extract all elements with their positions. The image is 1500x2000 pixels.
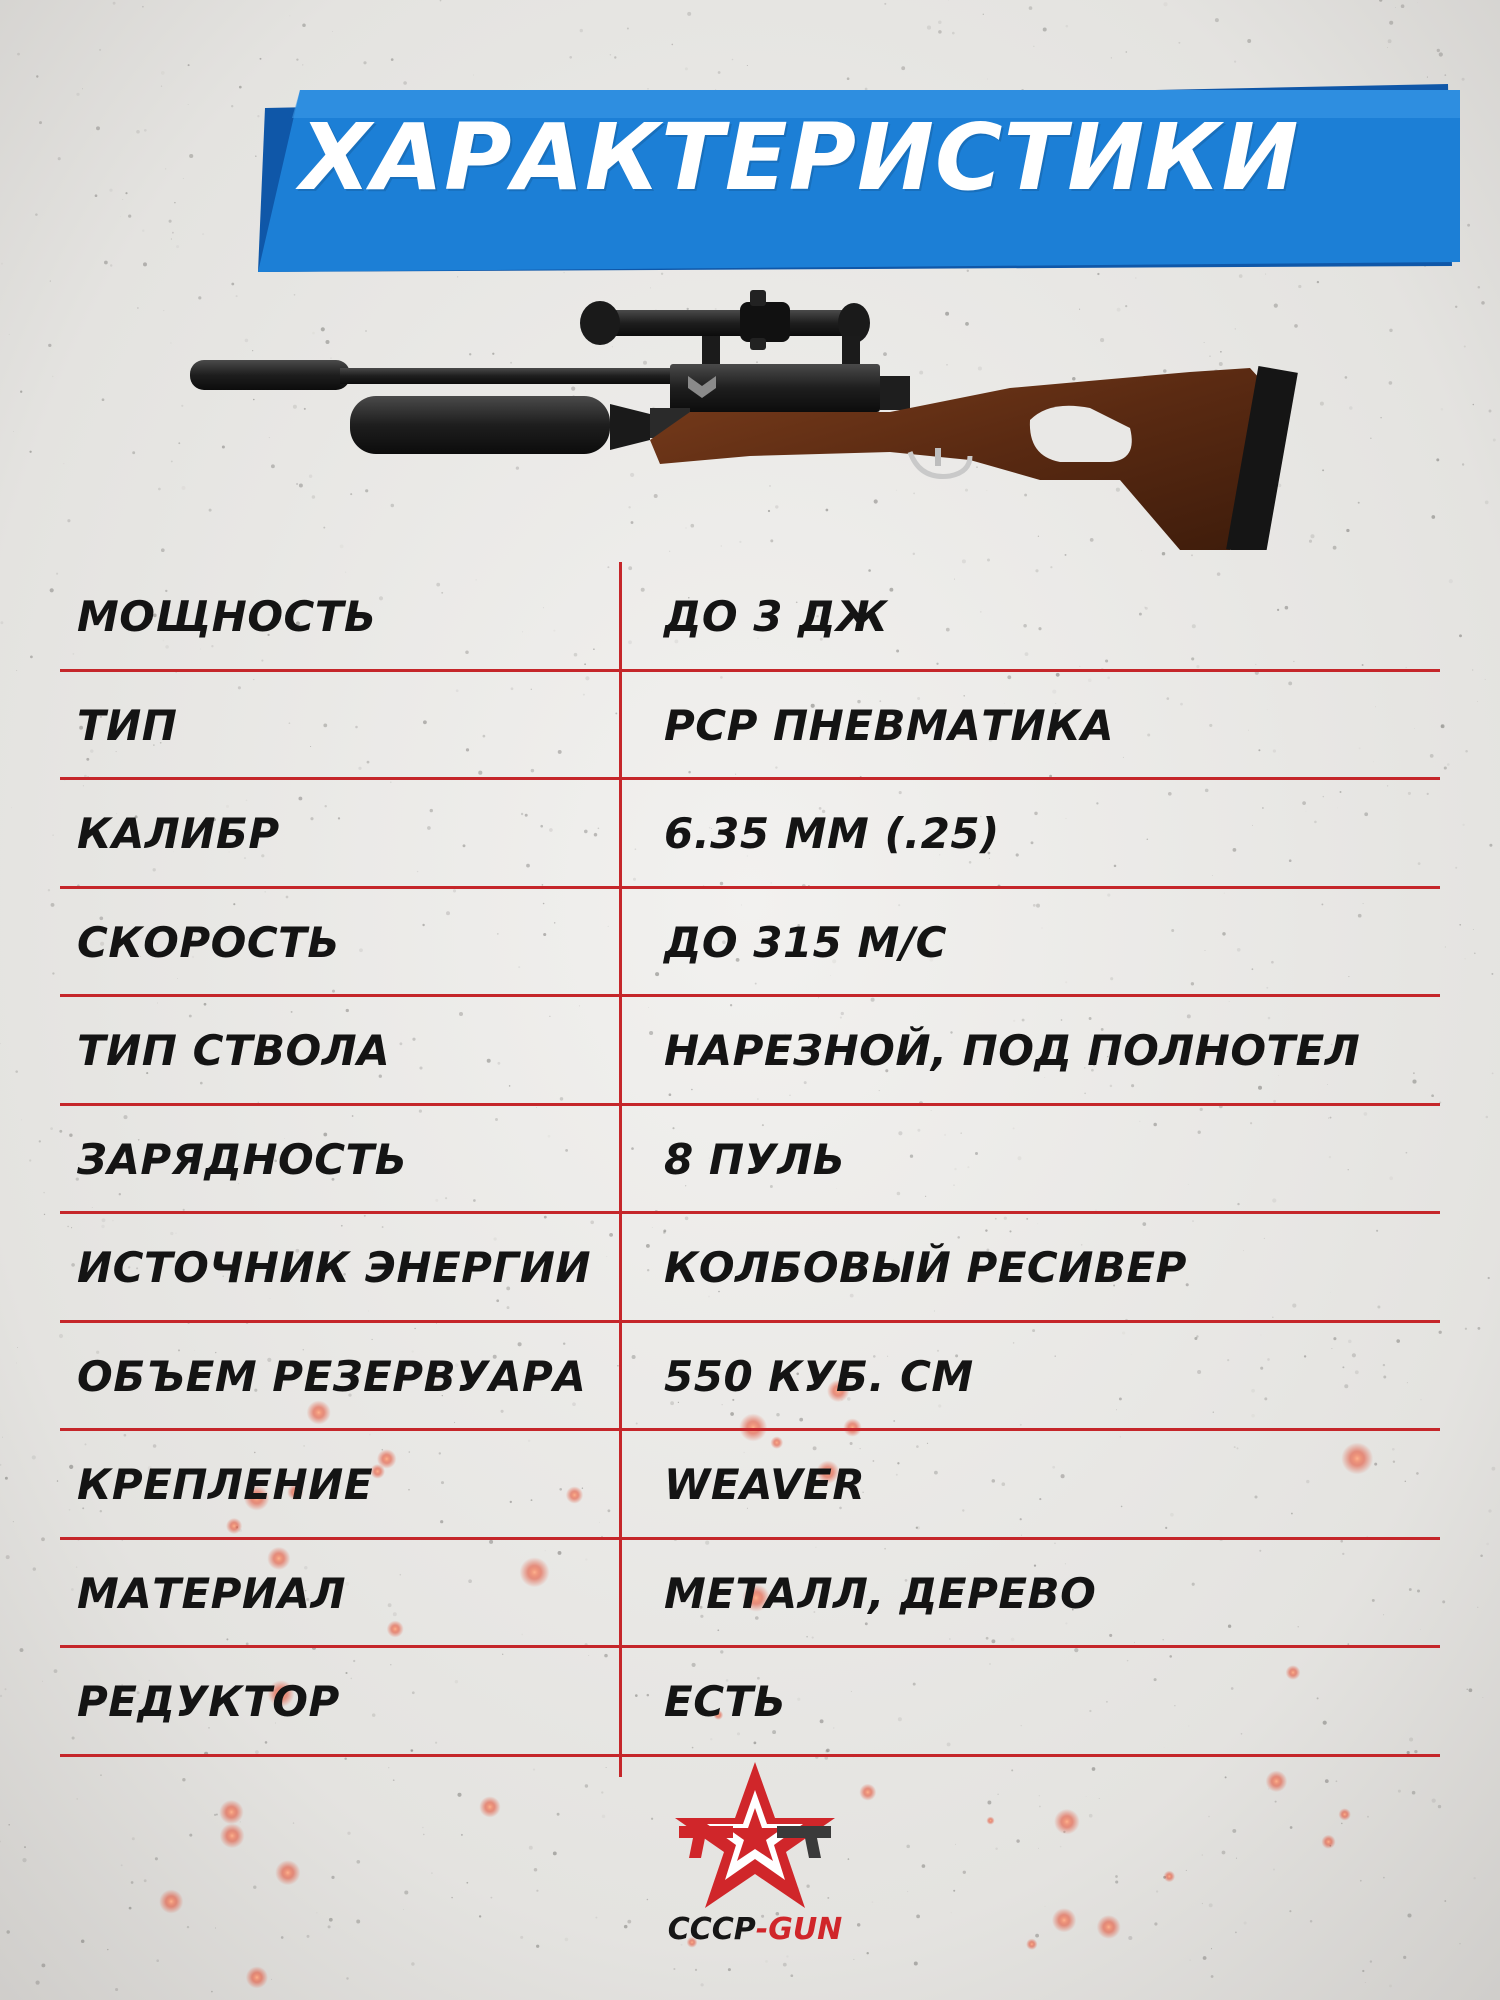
spec-label: СКОРОСТЬ [77,917,340,967]
logo-brand: СССР [667,1912,756,1947]
spec-row [0,671,1500,779]
spec-value: ДО 315 М/С [664,917,947,967]
spec-value: МЕТАЛЛ, ДЕРЕВО [664,1568,1097,1618]
logo-text [665,1912,845,1947]
spec-row [0,1322,1500,1430]
column-divider [619,562,622,1777]
spec-value: 8 ПУЛЬ [664,1134,846,1184]
spec-value: PCP ПНЕВМАТИКА [664,700,1114,750]
air-rifle-image [190,280,1330,550]
spec-label: ЗАРЯДНОСТЬ [77,1134,408,1184]
page-title: ХАРАКТЕРИСТИКИ [300,104,1300,211]
spec-row [0,996,1500,1104]
header-banner [0,0,1500,280]
spec-label: ОБЪЕМ РЕЗЕРВУАРА [77,1351,587,1401]
brand-logo [665,1760,845,1990]
spec-row [0,1647,1500,1755]
logo-suffix: -GUN [755,1912,843,1947]
spec-label: МАТЕРИАЛ [77,1568,346,1618]
spec-label: КРЕПЛЕНИЕ [77,1460,374,1509]
spec-label: КАЛИБР [77,809,280,858]
spec-value: ЕСТЬ [664,1677,787,1726]
spec-label: РЕДУКТОР [77,1677,340,1726]
row-divider [60,1754,1440,1757]
spec-row [0,1539,1500,1647]
spec-value: WEAVER [664,1460,866,1509]
spec-row [0,1105,1500,1213]
spec-value: 550 КУБ. СМ [664,1351,974,1401]
spec-value: КОЛБОВЫЙ РЕСИВЕР [664,1243,1187,1292]
spec-row [0,1213,1500,1321]
spec-row [0,562,1500,670]
spec-value: ДО 3 ДЖ [664,592,888,641]
spec-row [0,1430,1500,1538]
spec-row [0,779,1500,887]
spec-label: МОЩНОСТЬ [77,592,377,641]
spec-label: ТИП [77,700,178,750]
spec-label: ИСТОЧНИК ЭНЕРГИИ [77,1243,592,1292]
spec-label: ТИП СТВОЛА [77,1026,391,1075]
spec-value: НАРЕЗНОЙ, ПОД ПОЛНОТЕЛ [664,1026,1361,1075]
spec-value: 6.35 ММ (.25) [664,809,1000,858]
spec-row [0,888,1500,996]
